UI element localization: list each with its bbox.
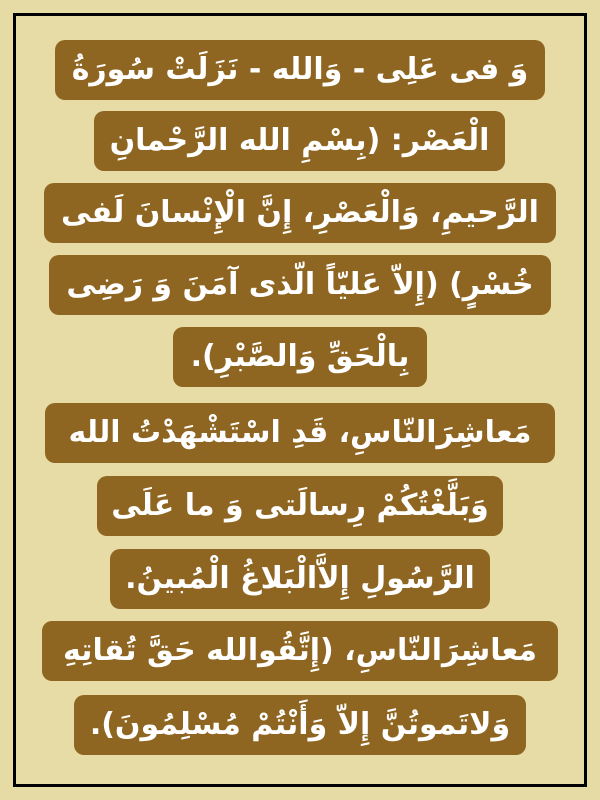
text-line: وَبَلَّغْتُكُمْ رِسالَتی وَ ما عَلَی — [97, 476, 503, 536]
text-line: وَ فی عَلِی - وَالله - نَزَلَتْ سُورَةُ — [55, 40, 545, 100]
text-line: مَعاشِرَالنّاسِ، (إِتَّقُوالله حَقَّ تُقاتِهِ — [42, 621, 558, 681]
text-line: مَعاشِرَالنّاسِ، قَدِ اسْتَشْهَدْتُ الله — [45, 403, 555, 463]
text-line: خُسْرٍ) (إِلاّ عَلیّاً الّذی آمَنَ وَ رَضِی — [49, 255, 551, 315]
text-line: الْعَصْر: (بِسْمِ الله الرَّحْمانِ — [94, 111, 505, 171]
text-line: الرَّحیمِ، وَالْعَصْرِ، إِنَّ الْإِنْسانَ لَفی — [44, 183, 556, 243]
text-line: الرَّسُولِ إِلاَّالْبَلاغُ الْمُبینُ. — [110, 549, 490, 609]
text-line: وَلاتَموتُنَّ إِلاّ وَأَنْتُمْ مُسْلِمُونَ). — [74, 695, 526, 755]
text-line: بِالْحَقِّ وَالصَّبْرِ). — [173, 327, 427, 387]
